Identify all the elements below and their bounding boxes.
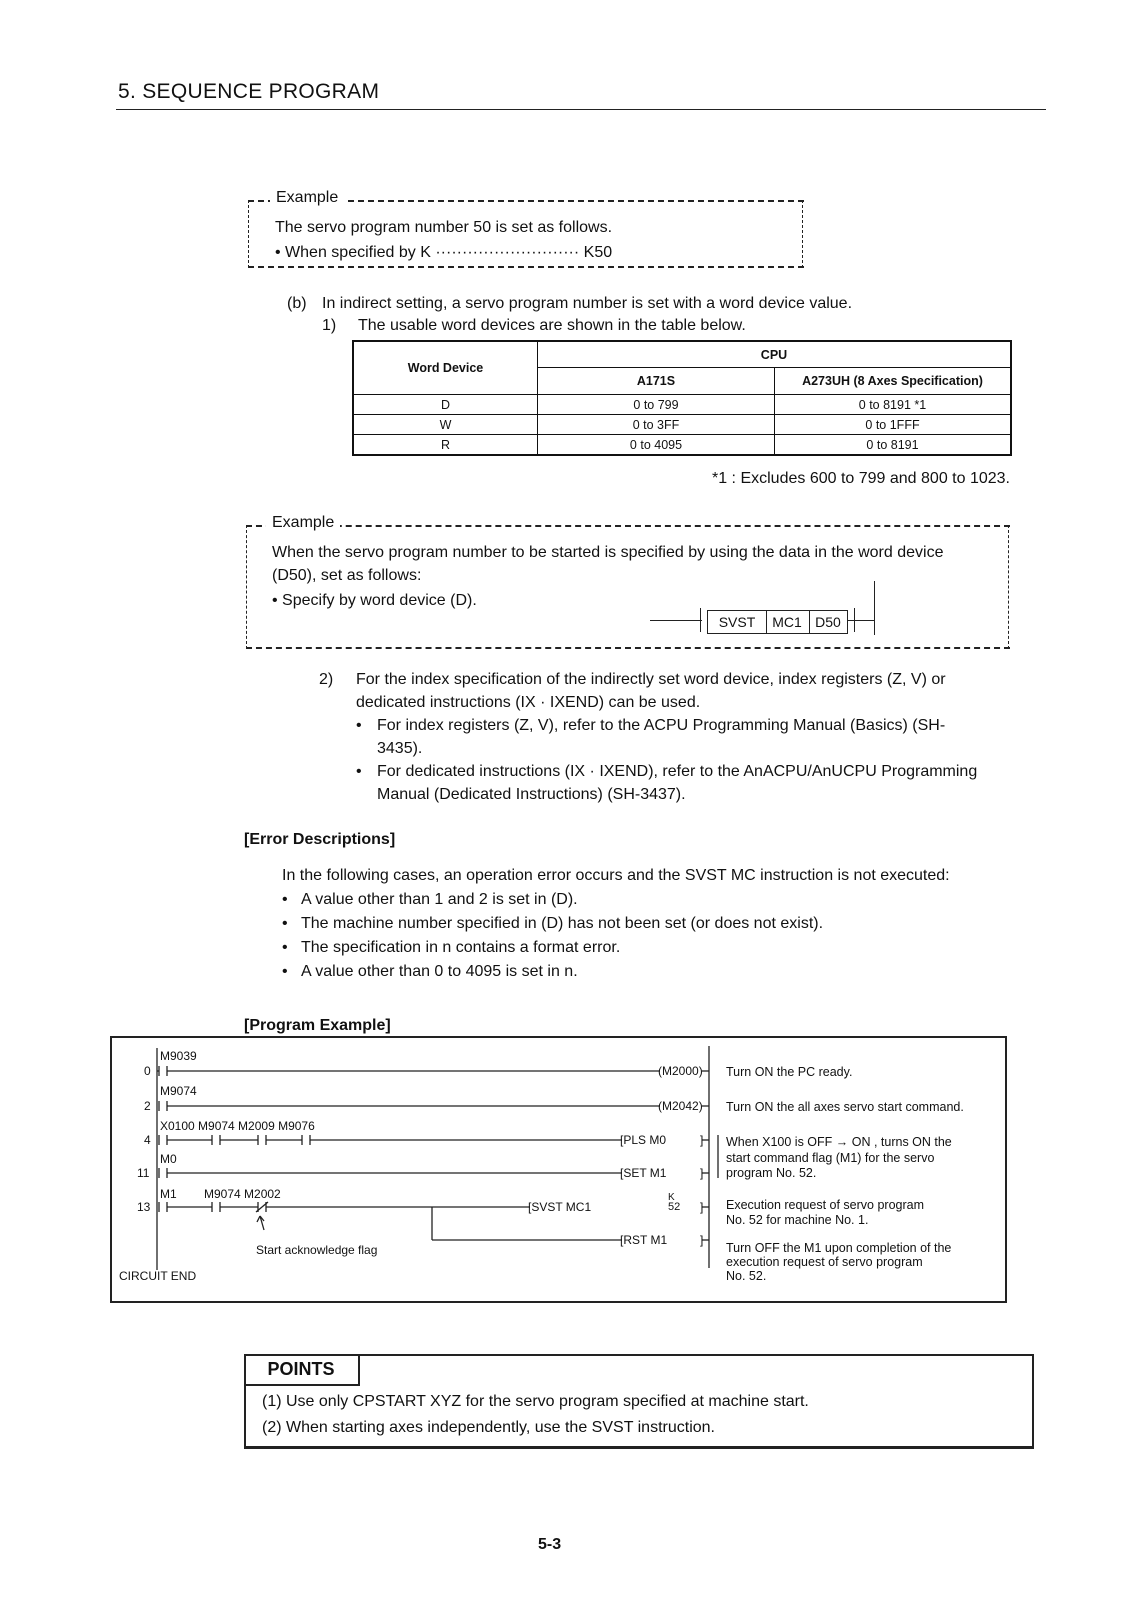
word-device-table — [352, 340, 1012, 456]
instr-svst: SVST — [707, 610, 767, 634]
item2-line1: For the index specification of the indirectly set word device, index registers (Z, V) or — [356, 671, 946, 688]
contact-label: M0 — [160, 1152, 177, 1166]
error-intro: In the following cases, an operation error occurs and the SVST MC instruction is not executed: — [282, 867, 950, 884]
program-section-title: [Program Example] — [244, 1017, 391, 1034]
svst-instruction — [650, 594, 890, 642]
coil-label: (M2042) — [658, 1099, 703, 1113]
contact-label: M9074 — [160, 1084, 197, 1098]
coil-end: ] — [700, 1166, 704, 1180]
example2-label: Example — [266, 514, 340, 532]
coil-end: ] — [700, 1133, 704, 1147]
step-number: 2 — [144, 1099, 151, 1113]
table-cell: 0 to 1FFF — [775, 415, 1012, 435]
coil-end: ] — [700, 1233, 704, 1247]
coil-text: PLS M0 — [623, 1133, 667, 1147]
example2-line1: When the servo program number to be started is specified by using the data in the word device — [272, 544, 944, 561]
section-b-marker: (b) — [287, 295, 307, 312]
section-b1-text: The usable word devices are shown in the table below. — [358, 317, 746, 334]
table-row — [353, 395, 1011, 415]
instr-mc1: MC1 — [765, 610, 810, 634]
coil-end: ] — [700, 1200, 704, 1214]
table-cell: W — [353, 415, 538, 435]
coil-label: [PLS M0 — [620, 1133, 667, 1147]
table-row — [353, 435, 1011, 456]
table-header-a273uh: A273UH (8 Axes Specification) — [775, 368, 1012, 395]
example2-line2: (D50), set as follows: — [272, 567, 422, 584]
contact-label: M1 — [160, 1187, 177, 1201]
table-cell: 0 to 8191 *1 — [775, 395, 1012, 415]
bullet: • — [356, 763, 362, 780]
rung-comment: execution request of servo program — [726, 1255, 923, 1269]
item2-bullet2-line2: Manual (Dedicated Instructions) (SH-3437). — [377, 786, 686, 803]
error-item: The specification in n contains a format error. — [301, 939, 621, 956]
coil-k-value: 52 — [668, 1201, 681, 1213]
coil-text: SET M1 — [623, 1166, 667, 1180]
header-rule — [116, 109, 1046, 110]
contact-label: M9074 M2002 — [204, 1187, 281, 1201]
page-header-title: 5. SEQUENCE PROGRAM — [118, 80, 380, 103]
rung-comment: Execution request of servo program — [726, 1198, 925, 1212]
error-item: A value other than 0 to 4095 is set in n. — [301, 963, 578, 980]
coil-label: [SET M1 — [620, 1166, 667, 1180]
example1-label: Example — [270, 189, 344, 207]
example1-bullet: • When specified by K ··························· K50 — [275, 244, 613, 261]
ladder-diagram-box — [110, 1036, 1007, 1303]
coil-k: K — [668, 1192, 675, 1203]
table-cell: 0 to 4095 — [538, 435, 775, 456]
step-number: 13 — [137, 1200, 151, 1214]
bullet: • — [356, 717, 362, 734]
points-title: POINTS — [244, 1354, 360, 1386]
table-row — [353, 415, 1011, 435]
step-number: 0 — [144, 1064, 151, 1078]
table-header-a171s: A171S — [538, 368, 775, 395]
section-b-text: In indirect setting, a servo program number is set with a word device value. — [322, 295, 853, 312]
rung-comment: Turn ON the PC ready. — [726, 1065, 853, 1079]
coil-label: [SVST MC1 — [528, 1200, 592, 1214]
coil-text: M2000 — [662, 1064, 699, 1078]
coil-text: M2042 — [662, 1099, 699, 1113]
example2-bullet: • Specify by word device (D). — [272, 592, 477, 609]
error-section-title: [Error Descriptions] — [244, 831, 396, 848]
rung-comment: When X100 is OFF → ON , turns ON the — [726, 1135, 952, 1149]
bullet: • — [282, 891, 288, 908]
table-cell: R — [353, 435, 538, 456]
item2-line2: dedicated instructions (IX · IXEND) can be used. — [356, 694, 701, 711]
item2-bullet1-line1: For index registers (Z, V), refer to the ACPU Programming Manual (Basics) (SH- — [377, 717, 946, 734]
coil-label: [RST M1 — [620, 1233, 668, 1247]
coil-text: RST M1 — [623, 1233, 668, 1247]
bullet: • — [282, 939, 288, 956]
error-item: The machine number specified in (D) has not been set (or does not exist). — [301, 915, 824, 932]
table-footnote: *1 : Excludes 600 to 799 and 800 to 1023. — [711, 470, 1010, 487]
section-b1-marker: 1) — [322, 317, 337, 334]
page-number: 5-3 — [538, 1536, 562, 1553]
table-header-device: Word Device — [353, 341, 538, 395]
table-header-cpu: CPU — [538, 341, 1012, 368]
bullet: • — [282, 915, 288, 932]
item2-bullet1-line2: 3435). — [377, 740, 423, 757]
rung-comment: start command flag (M1) for the servo — [726, 1151, 935, 1165]
error-item: A value other than 1 and 2 is set in (D). — [301, 891, 578, 908]
table-cell: D — [353, 395, 538, 415]
contact-label: M9039 — [160, 1049, 197, 1063]
item2-bullet2-line1: For dedicated instructions (IX · IXEND), refer to the AnACPU/AnUCPU Programming — [377, 763, 978, 780]
step-number: 11 — [137, 1166, 150, 1180]
coil-label: (M2000) — [658, 1064, 703, 1078]
points-item: (2) When starting axes independently, use the SVST instruction. — [262, 1419, 715, 1436]
circuit-end-label: CIRCUIT END — [119, 1269, 197, 1283]
rung-comment: program No. 52. — [726, 1166, 817, 1180]
example1-text: The servo program number 50 is set as follows. — [275, 219, 613, 236]
rung-comment: Turn OFF the M1 upon completion of the — [726, 1241, 952, 1255]
contact-label: X0100 M9074 M2009 M9076 — [160, 1119, 315, 1133]
step-number: 4 — [144, 1133, 151, 1147]
points-item: (1) Use only CPSTART XYZ for the servo program specified at machine start. — [262, 1393, 809, 1410]
table-cell: 0 to 3FF — [538, 415, 775, 435]
ack-flag-label: Start acknowledge flag — [256, 1243, 378, 1257]
rung-comment: No. 52. — [726, 1269, 767, 1283]
rung-comment: No. 52 for machine No. 1. — [726, 1213, 869, 1227]
rung-comment: Turn ON the all axes servo start command. — [726, 1100, 964, 1114]
table-cell: 0 to 799 — [538, 395, 775, 415]
bullet: • — [282, 963, 288, 980]
coil-text: SVST MC1 — [531, 1200, 592, 1214]
instr-d50: D50 — [809, 610, 848, 634]
table-cell: 0 to 8191 — [775, 435, 1012, 456]
item2-marker: 2) — [319, 671, 334, 688]
